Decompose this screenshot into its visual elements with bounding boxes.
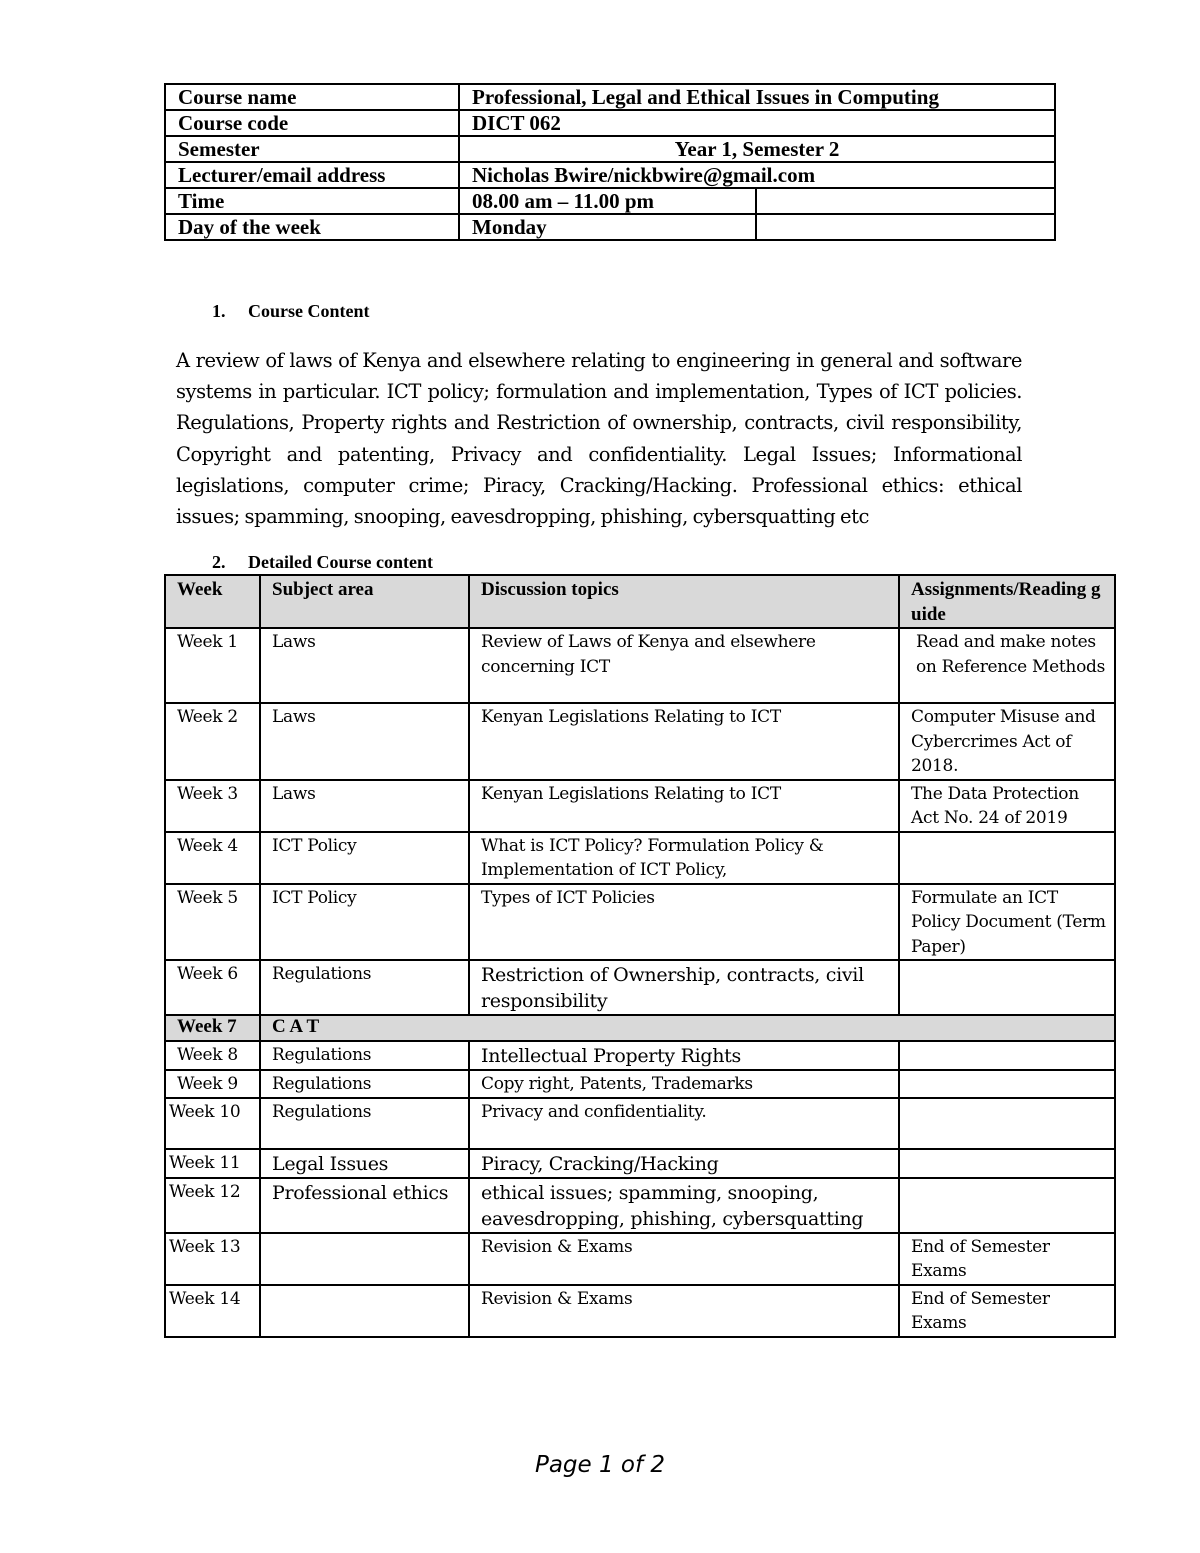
assignment-cell [899, 960, 1115, 1015]
course-code-label: Course code [165, 110, 459, 136]
table-row [165, 960, 1115, 1015]
week-cell: Week 9 [165, 1070, 260, 1098]
table-header-row [165, 575, 1115, 628]
assignment-cell: Formulate an ICT Policy Document (Term Paper) [899, 884, 1115, 961]
topics-cell: Privacy and confidentiality. [469, 1098, 899, 1149]
header-subject-area: Subject area [260, 575, 469, 628]
table-row [165, 1285, 1115, 1337]
section-number: 2. [212, 552, 226, 572]
week-cell: Week 13 [165, 1233, 260, 1285]
assignment-cell: The Data Protection Act No. 24 of 2019 [899, 780, 1115, 832]
table-row [165, 1041, 1115, 1070]
subject-cell: ICT Policy [260, 832, 469, 884]
detailed-course-table [164, 574, 1116, 1338]
section-title: Detailed Course content [248, 552, 433, 572]
subject-cell: Regulations [260, 960, 469, 1015]
cat-row [165, 1015, 1115, 1041]
assignment-cell [899, 1149, 1115, 1178]
topics-cell: ethical issues; spamming, snooping, eavesdropping, phishing, cybersquatting [469, 1178, 899, 1233]
topics-cell: Review of Laws of Kenya and elsewhere concerning ICT [469, 628, 899, 703]
page-number: Page 1 of 2 [534, 1452, 666, 1478]
assignment-cell [899, 1041, 1115, 1070]
subject-cell: Regulations [260, 1070, 469, 1098]
subject-cell: Laws [260, 780, 469, 832]
table-row [165, 1070, 1115, 1098]
topics-cell: Revision & Exams [469, 1285, 899, 1337]
subject-cell: Legal Issues [260, 1149, 469, 1178]
lecturer-label: Lecturer/email address [165, 162, 459, 188]
assignment-cell [899, 1070, 1115, 1098]
course-code-row [165, 110, 1055, 136]
subject-cell: Laws [260, 703, 469, 780]
course-name-label: Course name [165, 84, 459, 110]
table-row [165, 703, 1115, 780]
time-value: 08.00 am – 11.00 pm [459, 188, 756, 214]
table-row [165, 884, 1115, 961]
subject-cell: Professional ethics [260, 1178, 469, 1233]
week-cell: Week 10 [165, 1098, 260, 1149]
week-cell: Week 7 [165, 1015, 260, 1041]
course-content-paragraph: A review of laws of Kenya and elsewhere relating to engineering in general and software systems in particular. ICT policy; formulation and implementation, Types of ICT policies. Regulations, Property rights and Restriction of ownership, contracts, civil responsibility, Copyright and patenting, Privacy and confidentiality. Legal Issues; Informational legislations, computer crime; Piracy, Cracking/Hacking. Professional ethics: ethical issues; spamming, snooping, eavesdropping, phishing, cybersquatting etc [176, 349, 1022, 529]
week-cell: Week 1 [165, 628, 260, 703]
lecturer-value: Nicholas Bwire/nickbwire@gmail.com [459, 162, 1055, 188]
course-name-value: Professional, Legal and Ethical Issues in Computing [459, 84, 1055, 110]
section-number: 1. [212, 301, 226, 321]
assignment-cell [899, 832, 1115, 884]
day-row [165, 214, 1055, 240]
course-info-table [164, 83, 1056, 241]
topics-cell: What is ICT Policy? Formulation Policy & Implementation of ICT Policy, [469, 832, 899, 884]
table-row [165, 1233, 1115, 1285]
topics-cell: Kenyan Legislations Relating to ICT [469, 780, 899, 832]
topics-cell: Copy right, Patents, Trademarks [469, 1070, 899, 1098]
time-row [165, 188, 1055, 214]
subject-cell [260, 1285, 469, 1337]
table-row [165, 1149, 1115, 1178]
week-cell: Week 4 [165, 832, 260, 884]
assignment-cell: End of Semester Exams [899, 1285, 1115, 1337]
time-empty-cell [756, 188, 1055, 214]
topics-cell: Piracy, Cracking/Hacking [469, 1149, 899, 1178]
table-row [165, 628, 1115, 703]
time-label: Time [165, 188, 459, 214]
assignment-cell: Read and make notes on Reference Methods [899, 628, 1115, 703]
subject-cell: Laws [260, 628, 469, 703]
table-row [165, 1098, 1115, 1149]
course-name-row [165, 84, 1055, 110]
assignment-cell: End of Semester Exams [899, 1233, 1115, 1285]
assignment-cell: Computer Misuse and Cybercrimes Act of 2018. [899, 703, 1115, 780]
assignment-cell [899, 1098, 1115, 1149]
header-discussion-topics: Discussion topics [469, 575, 899, 628]
section-title: Course Content [248, 301, 370, 321]
topics-cell: Restriction of Ownership, contracts, civil responsibility [469, 960, 899, 1015]
week-cell: Week 8 [165, 1041, 260, 1070]
table-row [165, 780, 1115, 832]
semester-label: Semester [165, 136, 459, 162]
topics-cell: Intellectual Property Rights [469, 1041, 899, 1070]
subject-cell: Regulations [260, 1098, 469, 1149]
day-label: Day of the week [165, 214, 459, 240]
topics-cell: Revision & Exams [469, 1233, 899, 1285]
lecturer-row [165, 162, 1055, 188]
cat-label: C A T [260, 1015, 1115, 1041]
subject-cell [260, 1233, 469, 1285]
semester-value: Year 1, Semester 2 [459, 136, 1055, 162]
subject-cell: ICT Policy [260, 884, 469, 961]
section-heading-course-content [212, 301, 370, 322]
table-row [165, 832, 1115, 884]
subject-cell: Regulations [260, 1041, 469, 1070]
week-cell: Week 5 [165, 884, 260, 961]
course-code-value: DICT 062 [459, 110, 1055, 136]
semester-row [165, 136, 1055, 162]
header-assignments: Assignments/Reading guide [899, 575, 1115, 628]
week-cell: Week 11 [165, 1149, 260, 1178]
topics-cell: Kenyan Legislations Relating to ICT [469, 703, 899, 780]
day-empty-cell [756, 214, 1055, 240]
week-cell: Week 2 [165, 703, 260, 780]
week-cell: Week 6 [165, 960, 260, 1015]
section-heading-detailed-content [212, 552, 433, 573]
table-row [165, 1178, 1115, 1233]
topics-cell: Types of ICT Policies [469, 884, 899, 961]
week-cell: Week 3 [165, 780, 260, 832]
assignment-cell [899, 1178, 1115, 1233]
week-cell: Week 12 [165, 1178, 260, 1233]
week-cell: Week 14 [165, 1285, 260, 1337]
day-value: Monday [459, 214, 756, 240]
header-week: Week [165, 575, 260, 628]
